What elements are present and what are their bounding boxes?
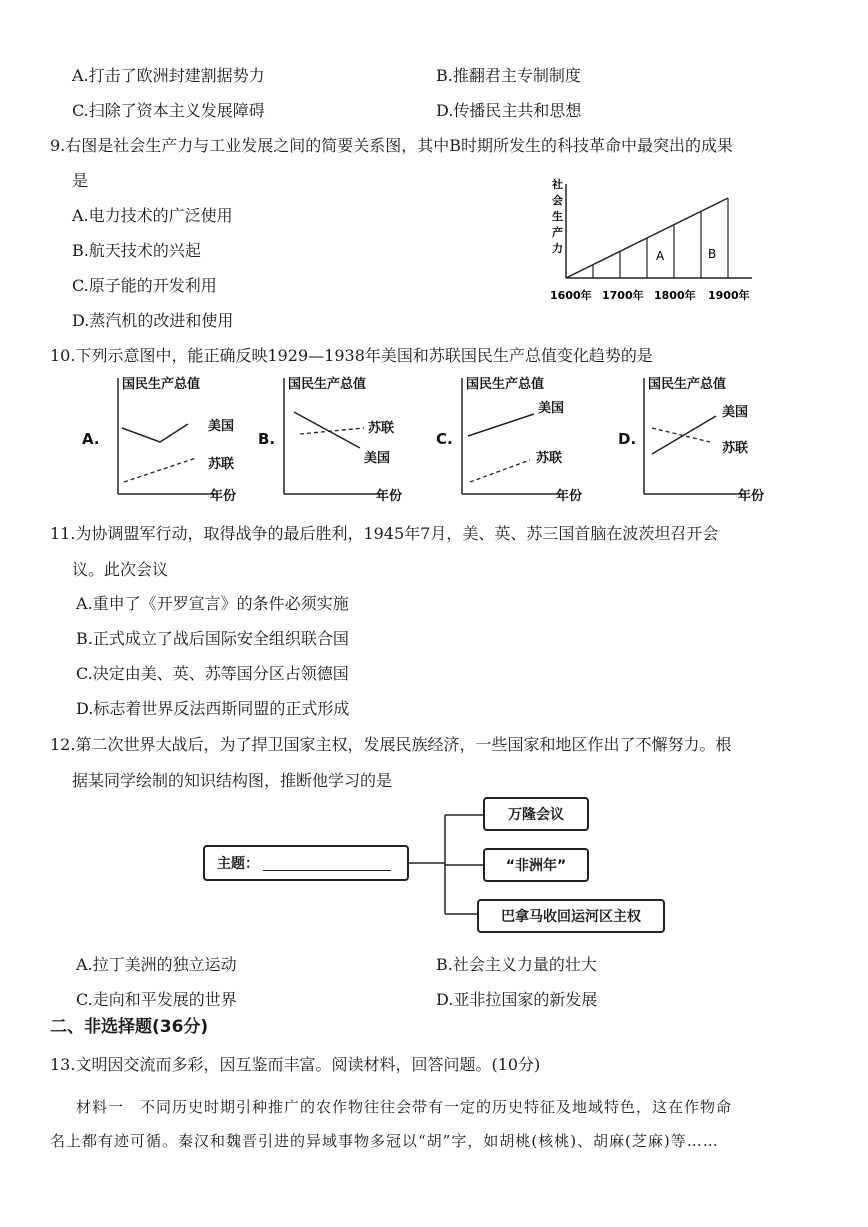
q10-ylabel: 国民生产总值 (122, 377, 201, 392)
q9-option-c: C.原子能的开发利用 (72, 276, 217, 295)
q10-usa-label: 美国 (364, 451, 391, 466)
q8-option-b: B.推翻君主专制制度 (436, 66, 581, 85)
q12-theme-box (203, 845, 409, 881)
q11-stem-line1: 11.为协调盟军行动，取得战争的最后胜利，1945年7月，美、英、苏三国首脑在波茨坦召开会 (50, 524, 719, 543)
q12-theme-label: 主题： (217, 856, 259, 872)
q10-usa-label: 美国 (208, 419, 235, 434)
q13-stem: 13.文明因交流而多彩，因互鉴而丰富。阅读材料，回答问题。(10分) (50, 1055, 541, 1074)
q10-usa-line (652, 416, 716, 454)
q9-option-b: B.航天技术的兴起 (72, 241, 201, 260)
q10-usa-line (294, 412, 360, 448)
q10-panel-b (258, 376, 402, 504)
q10-ussr-label: 苏联 (208, 457, 235, 472)
q10-xlabel: 年份 (210, 489, 237, 504)
q8-option-d: D.传播民主共和思想 (436, 101, 582, 120)
q10-letter-c: C. (436, 430, 453, 448)
q10-xlabel: 年份 (738, 489, 765, 504)
q9-ylabel-char: 产 (552, 226, 563, 239)
q10-panel-d (618, 376, 764, 504)
q10-xlabel: 年份 (556, 489, 583, 504)
q13-material-line2: 名上都有迹可循。秦汉和魏晋引进的异域事物多冠以“胡”字，如胡桃(核桃)、胡麻(芝麻)等…… (50, 1132, 719, 1150)
q8-option-c: C.扫除了资本主义发展障碍 (72, 101, 265, 120)
q12-option-d: D.亚非拉国家的新发展 (436, 990, 598, 1009)
q10-usa-label: 美国 (538, 401, 565, 416)
q10-ylabel: 国民生产总值 (288, 377, 367, 392)
q9-region-a: A (656, 249, 665, 263)
q9-productivity-figure (540, 176, 770, 308)
q9-ylabel-char: 力 (552, 242, 563, 255)
q11-option-b: B.正式成立了战后国际安全组织联合国 (76, 629, 349, 648)
q11-option-c: C.决定由美、英、苏等国分区占领德国 (76, 664, 349, 683)
q10-ussr-label: 苏联 (722, 441, 749, 456)
q10-ussr-line (652, 428, 710, 442)
q10-letter-a: A. (82, 430, 100, 448)
q12-stem-line1: 12.第二次世界大战后，为了捍卫国家主权，发展民族经济，一些国家和地区作出了不懈努力。根 (50, 735, 732, 754)
q9-stem-line1: 9.右图是社会生产力与工业发展之间的简要关系图，其中B时期所发生的科技革命中最突出的成果 (50, 136, 734, 155)
q12-theme-blank (263, 856, 391, 871)
q12-branch-africa-year: “非洲年” (483, 848, 589, 882)
q9-option-d: D.蒸汽机的改进和使用 (72, 311, 234, 330)
q10-usa-line (468, 414, 534, 436)
q13-material-line1: 材料一 不同历史时期引种推广的农作物往往会带有一定的历史特征及地域特色，这在作物命 (76, 1098, 733, 1116)
q9-region-b: B (708, 247, 717, 261)
q9-xtick: 1700年 (602, 289, 644, 302)
q8-option-a: A.打击了欧洲封建割据势力 (72, 66, 265, 85)
q10-letter-d: D. (618, 430, 637, 448)
q12-option-c: C.走向和平发展的世界 (76, 990, 237, 1009)
q10-ylabel: 国民生产总值 (648, 377, 727, 392)
q11-stem-line2: 议。此次会议 (72, 560, 169, 579)
q12-branch-panama: 巴拿马收回运河区主权 (477, 899, 665, 933)
q9-ylabel-char: 生 (552, 210, 563, 223)
q9-xtick: 1800年 (654, 289, 696, 302)
q10-panel-c (436, 376, 582, 504)
q10-letter-b: B. (258, 430, 276, 448)
q9-ylabel-char: 会 (552, 194, 563, 207)
q10-stem: 10.下列示意图中，能正确反映1929—1938年美国和苏联国民生产总值变化趋势的是 (50, 346, 653, 365)
q9-stem-line2: 是 (72, 171, 89, 190)
q10-ussr-label: 苏联 (536, 451, 563, 466)
q12-branch-bandung: 万隆会议 (483, 797, 589, 831)
section-title: 二、非选择题(36分) (50, 1017, 209, 1037)
q11-option-a: A.重申了《开罗宣言》的条件必须实施 (76, 594, 349, 613)
q10-panel-a (82, 376, 236, 504)
q10-ussr-line (470, 460, 530, 482)
q10-ussr-line (124, 458, 196, 482)
q10-xlabel: 年份 (376, 489, 403, 504)
q9-xtick: 1900年 (708, 289, 750, 302)
q10-usa-line (122, 424, 188, 442)
q9-xtick: 1600年 (550, 289, 592, 302)
q9-ylabel-char: 社 (552, 178, 563, 191)
q10-ylabel: 国民生产总值 (466, 377, 545, 392)
q11-option-d: D.标志着世界反法西斯同盟的正式形成 (76, 699, 350, 718)
q10-usa-label: 美国 (722, 405, 749, 420)
q9-option-a: A.电力技术的广泛使用 (72, 206, 233, 225)
q10-ussr-label: 苏联 (368, 421, 395, 436)
q12-option-a: A.拉丁美洲的独立运动 (76, 955, 237, 974)
q12-option-b: B.社会主义力量的壮大 (436, 955, 597, 974)
q10-figures (80, 372, 860, 507)
q12-stem-line2: 据某同学绘制的知识结构图，推断他学习的是 (72, 771, 393, 790)
